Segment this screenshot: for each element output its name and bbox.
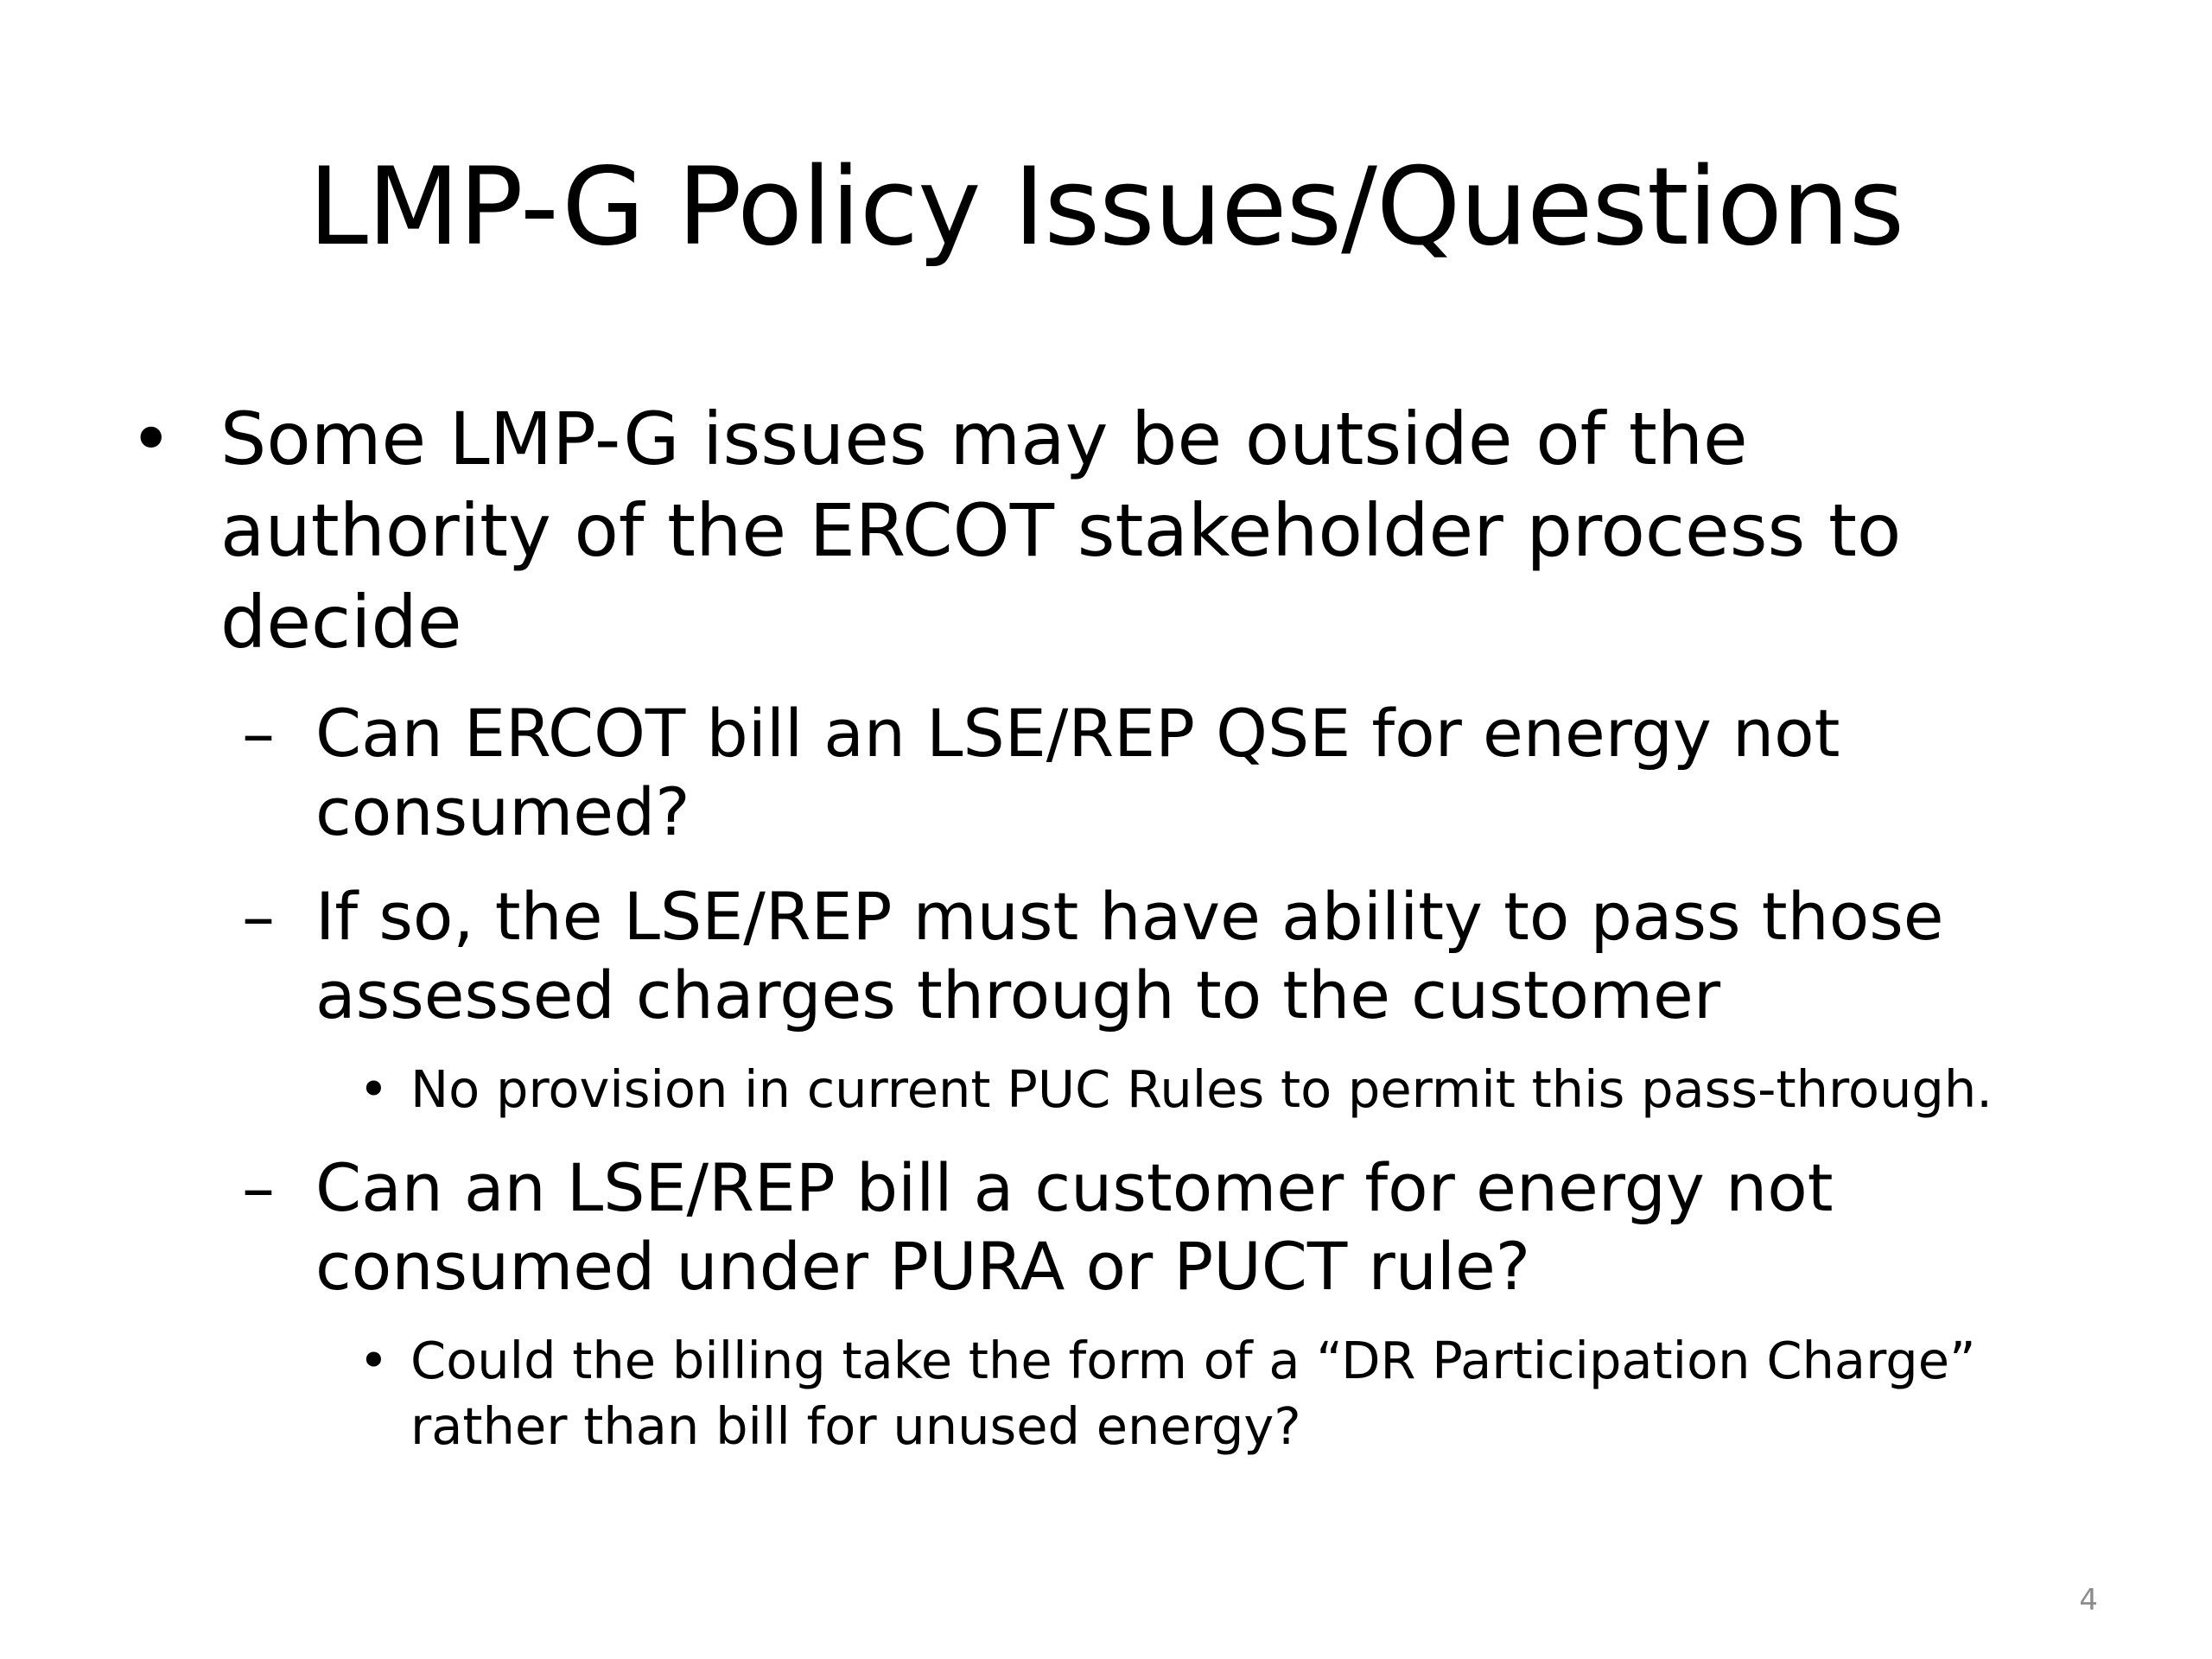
bullet-text: Can an LSE/REP bill a customer for energy not consumed under PURA or PUCT rule? xyxy=(315,1149,1834,1305)
dash-bullet-icon: – xyxy=(242,695,275,772)
bullet-text: No provision in current PUC Rules to permit this pass-through. xyxy=(410,1059,1993,1119)
dash-bullet-icon: – xyxy=(242,1149,275,1226)
bullet-item-level-3 xyxy=(130,1057,2121,1122)
bullet-icon: • xyxy=(359,1331,389,1390)
bullet-item-level-1 xyxy=(130,393,2078,668)
slide-body xyxy=(130,393,2117,1459)
bullet-item-level-2 xyxy=(130,877,2113,1034)
bullet-item-level-2 xyxy=(130,694,2113,851)
bullet-item-level-3 xyxy=(130,1328,2121,1459)
bullet-text: If so, the LSE/REP must have ability to pass those assessed charges through to the customer xyxy=(315,878,1944,1033)
bullet-item-level-2 xyxy=(130,1148,2113,1306)
bullet-icon: • xyxy=(130,397,173,481)
dash-bullet-icon: – xyxy=(242,878,275,955)
page-number: 4 xyxy=(2079,1583,2098,1618)
bullet-text: Could the billing take the form of a “DR Participation Charge” rather than bill for unused energy? xyxy=(410,1331,1976,1456)
slide-title: LMP-G Policy Issues/Questions xyxy=(308,145,1904,270)
bullet-text: Some LMP-G issues may be outside of the authority of the ERCOT stakeholder process to decide xyxy=(220,397,1902,664)
bullet-icon: • xyxy=(359,1059,389,1119)
bullet-text: Can ERCOT bill an LSE/REP QSE for energy not consumed? xyxy=(315,695,1840,850)
